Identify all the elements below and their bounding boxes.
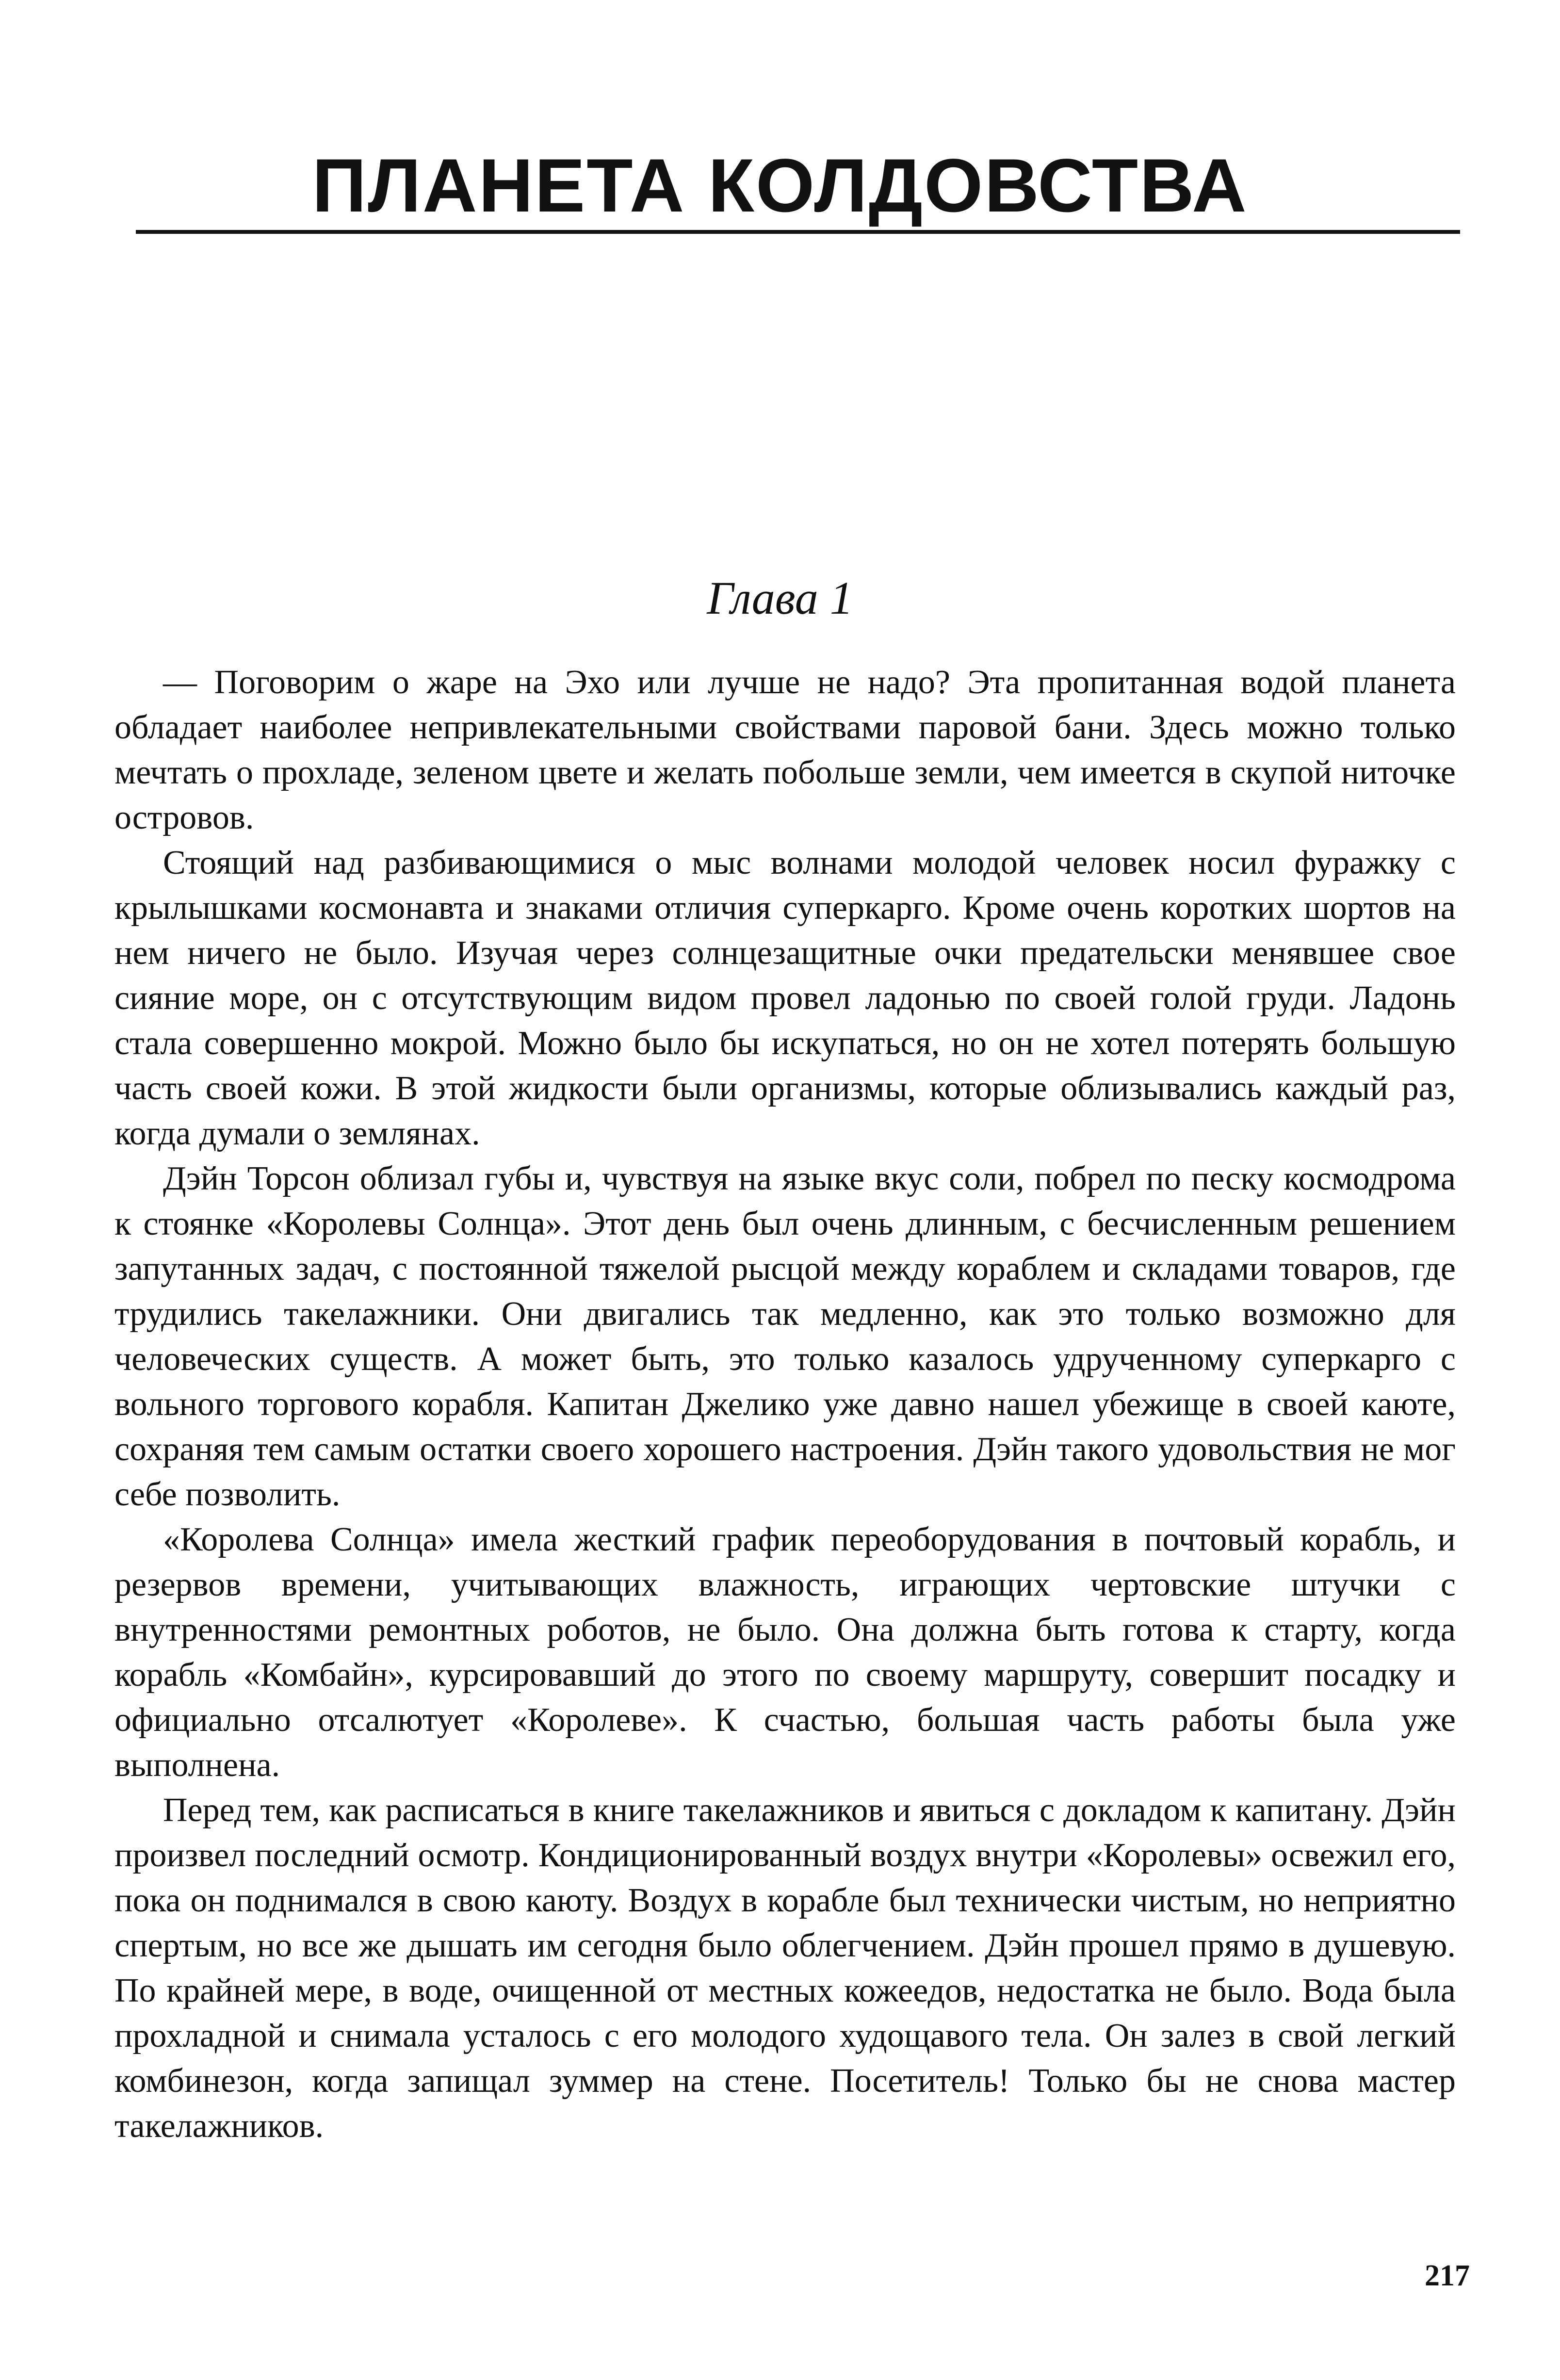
paragraph-1: — Поговорим о жаре на Эхо или лучше не надо? Эта пропитанная водой планета обладает наиболее непривлекательными свойствами паровой бани. Здесь можно только мечтать о прохладе, зеленом цвете и желать побольше земли, чем имеется в скупой ниточке островов.: [114, 664, 1456, 836]
page-number: 217: [1425, 2259, 1470, 2292]
body-text: [114, 660, 1456, 2149]
paragraph-3: Дэйн Торсон облизал губы и, чувствуя на языке вкус соли, побрел по песку космодрома к стоянке «Королевы Солнца». Этот день был очень длинным, с бесчисленным решением запутанных задач, с постоянной тяжелой рысцой между кораблем и складами товаров, где трудились такелажники. Они двигались так медленно, как это только возможно для человеческих существ. А может быть, это только казалось удрученному суперкарго с вольного торгового корабля. Капитан Джелико уже давно нашел убежище в своей каюте, сохраняя тем самым остатки своего хорошего настроения. Дэйн такого удовольствия не мог себе позволить.: [114, 1160, 1456, 1513]
title-divider: [136, 230, 1460, 234]
paragraph-4: «Королева Солнца» имела жесткий график переоборудования в почтовый корабль, и резервов времени, учитывающих влажность, играющих чертовские штучки с внутренностями ремонтных роботов, не было. Она должна быть готова к старту, когда корабль «Комбайн», курсировавший до этого по своему маршруту, совершит посадку и официально отсалютует «Королеве». К счастью, большая часть работы была уже выполнена.: [114, 1521, 1456, 1784]
paragraph-5: Перед тем, как расписаться в книге такелажников и явиться с докладом к капитану. Дэйн произвел последний осмотр. Кондиционированный воздух внутри «Королевы» освежил его, пока он поднимался в свою каюту. Воздух в корабле был технически чистым, но неприятно спертым, но все же дышать им сегодня было облегчением. Дэйн прошел прямо в душевую. По крайней мере, в воде, очищенной от местных кожеедов, недостатка не было. Вода была прохладной и снимала усталось с его молодого худощавого тела. Он залез в свой легкий комбинезон, когда запищал зуммер на стене. Посетитель! Только бы не снова мастер такелажников.: [114, 1792, 1456, 2145]
paragraph-2: Стоящий над разбивающимися о мыс волнами молодой человек носил фуражку с крылышками космонавта и знаками отличия суперкарго. Кроме очень коротких шортов на нем ничего не было. Изучая через солнцезащитные очки предательски менявшее свое сияние море, он с отсутствующим видом провел ладонью по своей голой груди. Ладонь стала совершенно мокрой. Можно было бы искупаться, но он не хотел потерять большую часть своей кожи. В этой жидкости были организмы, которые облизывались каждый раз, когда думали о землянах.: [114, 844, 1456, 1152]
chapter-heading: Глава 1: [707, 572, 853, 624]
page-title: ПЛАНЕТА КОЛДОВСТВА: [312, 143, 1248, 228]
